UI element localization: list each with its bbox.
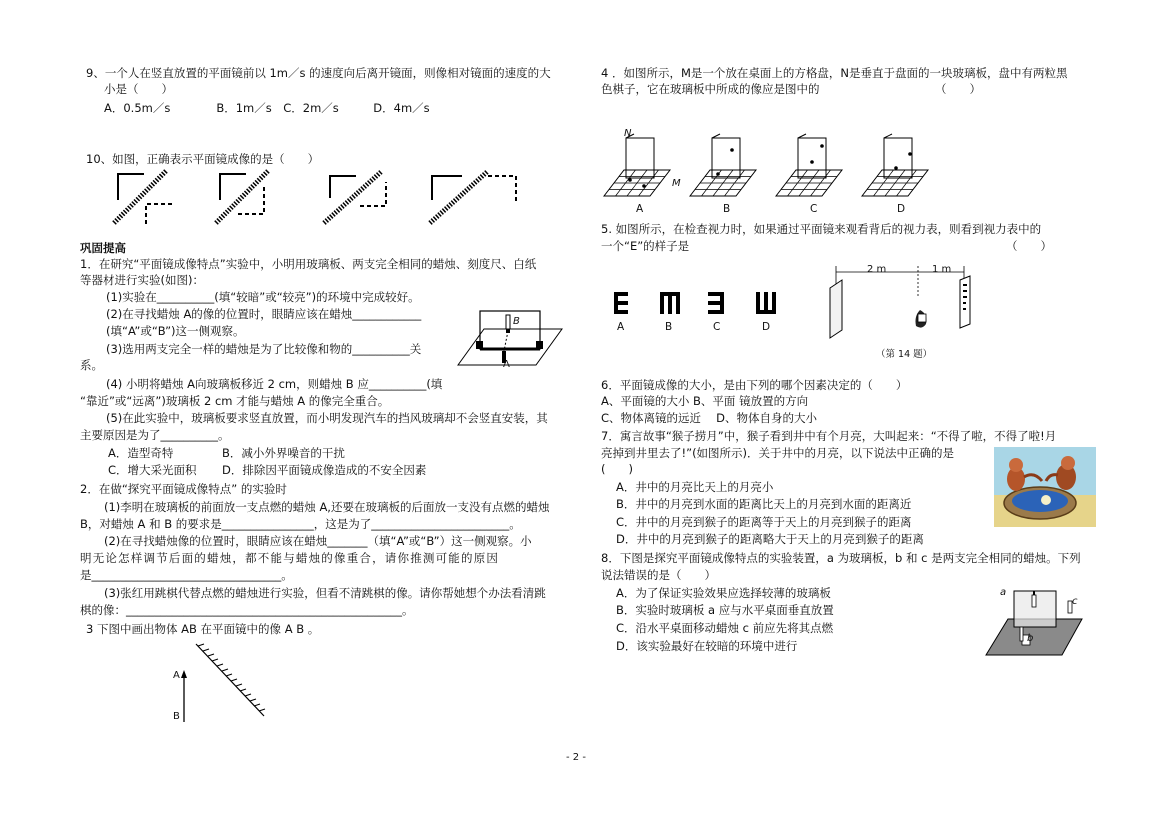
q5-option-b: B: [665, 321, 673, 333]
q1-option-a: A．造型奇特: [108, 446, 174, 460]
q5-option-a: A: [617, 321, 625, 333]
q4-paren: （ ）: [935, 82, 981, 96]
q1-part5a: (5)在此实验中，玻璃板要求竖直放置，而小明发现汽车的挡风玻璃却不会竖直安装，其: [106, 411, 548, 425]
q10-stem: 10、如图，正确表示平面镜成像的是（ ）: [86, 152, 320, 166]
q1-part4b: “靠近”或“远离”)玻璃板 2 cm 才能与蜡烛 A 的像完全重合。: [80, 394, 390, 408]
section-title: 巩固提高: [80, 241, 126, 255]
q10-option-d-figure: [430, 171, 516, 223]
q1-part2b: (填“A”或“B”)这一侧观察。: [106, 324, 245, 338]
q5-option-c: C: [713, 321, 721, 333]
q6-options-cd: C、物体离镜的远近 D、物体自身的大小: [601, 411, 818, 425]
q2-part2b: 明无论怎样调节后面的蜡烛，都不能与蜡烛的像重合，请你推测可能的原因: [80, 551, 500, 565]
q3-stem: 3 下图中画出物体 AB 在平面镜中的像 A B 。: [86, 622, 320, 636]
q5-dist-2m: 2 m: [867, 264, 887, 275]
q3-label-b: B: [173, 711, 180, 722]
page-number: - 2 -: [566, 752, 586, 763]
q7-paren: ( ): [601, 462, 633, 476]
q3-mirror-figure: [170, 640, 270, 725]
q7-monkeys-well-figure: [994, 447, 1096, 527]
q8-label-b: b: [1027, 633, 1034, 644]
q8-line2: 说法错误的是（ ）: [601, 568, 716, 582]
q10-diagrams: [108, 168, 528, 230]
q2-part1b: B，对蜡烛 A 和 B 的要求是________________，这是为了________________________。: [80, 517, 521, 531]
q9-line2: 小是（ ）: [104, 82, 173, 96]
q4-grid-figures: [600, 128, 960, 204]
q8-apparatus-figure: [984, 585, 1084, 659]
q8-option-d: D．该实验最好在较暗的环境中进行: [616, 639, 798, 653]
q1-figure-label-b: B: [513, 316, 520, 327]
q10-option-c-figure: [324, 171, 386, 223]
q9-line1: 9、一个人在竖直放置的平面镜前以 1m／s 的速度向后离开镜面，则像相对镜面的速度的大: [86, 66, 551, 80]
q7-option-d: D．井中的月亮到猴子的距离略大于天上的月亮到猴子的距离: [616, 532, 924, 546]
q8-option-a: A．为了保证实验效果应选择较薄的玻璃板: [616, 586, 831, 600]
q1-part3b: 系。: [80, 358, 103, 372]
q6-options-ab: A、平面镜的大小 B、平面 镜放置的方向: [601, 394, 809, 408]
q8-option-b: B．实验时玻璃板 a 应与水平桌面垂直放置: [616, 603, 834, 617]
q5-vision-test-figure: [822, 258, 978, 348]
q10-option-a-figure: [114, 171, 172, 224]
q5-paren: （ ）: [1006, 239, 1052, 253]
q5-option-d: D: [762, 321, 771, 333]
q1-option-b: B．减小外界噪音的干扰: [222, 446, 345, 460]
q4-label-m: M: [672, 178, 681, 189]
q4-line1: 4 ．如图所示，M是一个放在桌面上的方格盘，N是垂直于盘面的一块玻璃板，盘中有两粒黑: [601, 66, 1068, 80]
q8-label-a: a: [1000, 587, 1007, 598]
q1-option-d: D．排除因平面镜成像造成的不安全因素: [222, 463, 427, 477]
q1-line2: 等器材进行实验(如图)：: [80, 273, 204, 287]
q5-caption: （第 14 题）: [876, 349, 933, 360]
q7-option-b: B．井中的月亮到水面的距离比天上的月亮到水面的距离近: [616, 497, 912, 511]
q10-option-b-figure: [216, 171, 268, 223]
q5-line1: 5. 如图所示，在检查视力时，如果通过平面镜来观看背后的视力表，则看到视力表中的: [601, 222, 1042, 236]
q4-option-a: A: [636, 203, 644, 215]
q1-figure-label-a: A: [503, 359, 510, 370]
q2-part3b: 棋的像：________________________________________________。: [80, 603, 414, 617]
q5-e-options-figure: [612, 290, 782, 318]
q1-part1: (1)实验在__________(填“较暗”或“较亮”)的环境中完成较好。: [106, 290, 420, 304]
q4-label-n: N: [624, 128, 632, 139]
q8-label-c: c: [1072, 596, 1078, 607]
q1-part5b: 主要原因是为了__________。: [80, 428, 230, 442]
q1-part3: (3)选用两支完全一样的蜡烛是为了比较像和物的__________关: [106, 342, 422, 356]
q3-label-a: A: [173, 670, 180, 681]
q8-line1: 8．下图是探究平面镜成像特点的实验装置，a 为玻璃板，b 和 c 是两支完全相同的蜡烛。下列: [601, 551, 1081, 565]
q7-option-c: C．井中的月亮到猴子的距离等于天上的月亮到猴子的距离: [616, 515, 912, 529]
q9-options: A．0.5m／s B．1m／s C．2m／s D．4m／s: [104, 101, 430, 115]
q1-apparatus-figure: [456, 303, 564, 373]
q7-option-a: A．井中的月亮比天上的月亮小: [616, 480, 774, 494]
q1-part2a: (2)在寻找蜡烛 A的像的位置时，眼睛应该在蜡烛____________: [106, 307, 422, 321]
q4-option-d: D: [897, 203, 906, 215]
q1-part4a: (4) 小明将蜡烛 A向玻璃板移近 2 cm，则蜡烛 B 应__________(填: [106, 377, 443, 391]
q2-part3a: (3)张红用跳棋代替点燃的蜡烛进行实验，但看不清跳棋的像。请你帮她想个办法看清跳: [104, 586, 546, 600]
q2-line1: 2．在做“探究平面镜成像特点” 的实验时: [80, 482, 287, 496]
q7-line1: 7．寓言故事“猴子捞月”中，猴子看到井中有个月亮，大叫起来：“不得了啦，不得了啦!月: [601, 429, 1057, 443]
q4-option-b: B: [723, 203, 731, 215]
q2-part2a: (2)在寻找蜡烛像的位置时，眼睛应该在蜡烛_______（填“A”或“B”）这一侧观察。小: [104, 534, 532, 548]
q4-line2: 色棋子，它在玻璃板中所成的像应是图中的: [601, 82, 820, 96]
q5-line2: 一个“E”的样子是: [601, 239, 690, 253]
q4-option-c: C: [810, 203, 818, 215]
q7-line2: 亮掉到井里去了!”(如图所示)．关于井中的月亮，以下说法中正确的是: [601, 446, 955, 460]
q6-stem: 6．平面镜成像的大小，是由下列的哪个因素决定的（ ）: [601, 378, 908, 392]
q1-option-c: C．增大采光面积: [108, 463, 197, 477]
q8-option-c: C．沿水平桌面移动蜡烛 c 前应先将其点燃: [616, 621, 834, 635]
q2-part2c: 是_________________________________。: [80, 568, 293, 582]
q1-line1: 1．在研究“平面镜成像特点”实验中，小明用玻璃板、两支完全相同的蜡烛、刻度尺、白纸: [80, 257, 537, 271]
q5-dist-1m: 1 m: [932, 264, 952, 275]
q2-part1a: (1)李明在玻璃板的前面放一支点燃的蜡烛 A,还要在玻璃板的后面放一支没有点燃的蜡烛: [104, 500, 550, 514]
